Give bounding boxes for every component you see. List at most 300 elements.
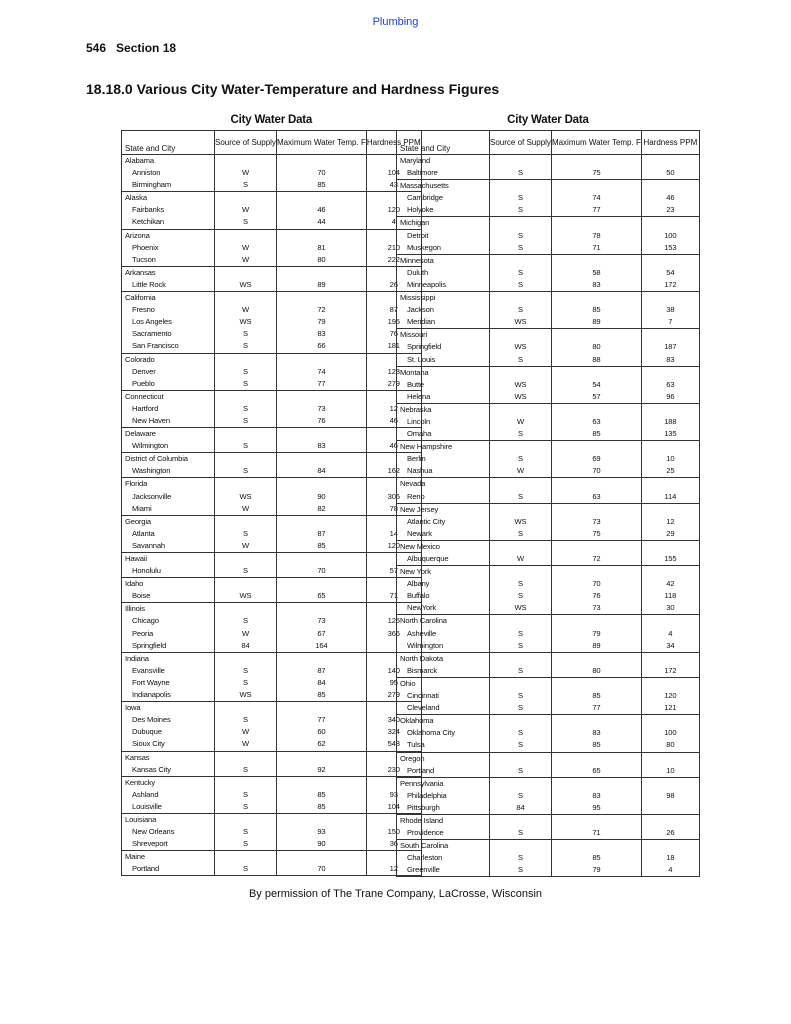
hardness-cell: 95	[366, 677, 421, 689]
city-name: Portland	[122, 863, 215, 876]
table-row	[397, 192, 700, 204]
hardness-cell: 57	[366, 565, 421, 578]
source-cell: S	[215, 665, 277, 677]
city-name: Hartford	[122, 403, 215, 415]
temp-cell: 83	[551, 790, 641, 802]
state-row	[122, 229, 422, 242]
table-row	[397, 827, 700, 840]
empty-cell	[276, 478, 366, 491]
temp-cell: 85	[551, 428, 641, 441]
empty-cell	[215, 515, 277, 528]
table-row	[122, 340, 422, 353]
city-name: Cleveland	[397, 702, 490, 715]
section-title: 18.18.0 Various City Water-Temperature and Hardness Figures	[86, 81, 500, 97]
empty-cell	[551, 217, 641, 230]
state-name: New Jersey	[397, 503, 490, 516]
source-cell: S	[490, 640, 552, 653]
temp-cell: 70	[276, 565, 366, 578]
hardness-cell: 30	[641, 602, 699, 615]
table-row	[397, 578, 700, 590]
source-cell: S	[215, 440, 277, 453]
temp-cell: 72	[551, 553, 641, 566]
temp-cell: 65	[551, 765, 641, 778]
hardness-cell: 83	[641, 354, 699, 367]
city-water-table-right	[396, 112, 700, 877]
header-temp: Maximum Water Temp. F	[276, 131, 366, 155]
source-cell: W	[215, 628, 277, 640]
city-name: Reno	[397, 491, 490, 504]
table-row	[397, 628, 700, 640]
temp-cell: 89	[551, 316, 641, 329]
empty-cell	[641, 615, 699, 628]
city-name: Muskegon	[397, 242, 490, 255]
empty-cell	[551, 478, 641, 491]
state-row	[122, 776, 422, 789]
table-row	[122, 216, 422, 229]
table-row	[122, 491, 422, 503]
hardness-cell: 279	[366, 378, 421, 391]
source-cell: W	[215, 204, 277, 216]
city-name: Minneapolis	[397, 279, 490, 292]
header-hardness: Hardness PPM	[366, 131, 421, 155]
source-cell: S	[215, 789, 277, 801]
hardness-cell: 50	[641, 167, 699, 180]
city-name: Fairbanks	[122, 204, 215, 216]
table-row	[397, 391, 700, 404]
source-cell: W	[215, 242, 277, 254]
header-link-plumbing[interactable]: Plumbing	[372, 16, 419, 28]
city-name: Pittsburgh	[397, 802, 490, 815]
temp-cell: 85	[551, 690, 641, 702]
state-row	[397, 615, 700, 628]
empty-cell	[641, 503, 699, 516]
hardness-cell: 324	[366, 726, 421, 738]
empty-cell	[490, 329, 552, 342]
temp-cell: 77	[551, 702, 641, 715]
empty-cell	[641, 540, 699, 553]
empty-cell	[641, 752, 699, 765]
temp-cell: 74	[551, 192, 641, 204]
temp-cell: 74	[276, 366, 366, 378]
hardness-cell: 181	[366, 340, 421, 353]
source-cell: S	[490, 864, 552, 877]
city-name: Tucson	[122, 254, 215, 267]
city-name: Helena	[397, 391, 490, 404]
source-cell: WS	[215, 491, 277, 503]
source-cell: S	[215, 415, 277, 428]
temp-cell: 85	[551, 739, 641, 752]
city-name: Little Rock	[122, 279, 215, 292]
empty-cell	[551, 403, 641, 416]
empty-cell	[551, 777, 641, 790]
empty-cell	[215, 702, 277, 715]
state-name: Rhode Island	[397, 814, 490, 827]
state-row	[397, 540, 700, 553]
source-cell: S	[490, 279, 552, 292]
table-row	[397, 516, 700, 528]
empty-cell	[276, 603, 366, 616]
table-row	[397, 242, 700, 255]
table-row	[122, 801, 422, 814]
temp-cell: 71	[551, 827, 641, 840]
empty-cell	[276, 428, 366, 441]
table-row	[397, 465, 700, 478]
city-name: Cincinnati	[397, 690, 490, 702]
empty-cell	[641, 441, 699, 454]
state-row	[397, 478, 700, 491]
empty-cell	[641, 840, 699, 853]
empty-cell	[551, 155, 641, 168]
temp-cell: 95	[551, 802, 641, 815]
temp-cell: 80	[276, 254, 366, 267]
state-row	[397, 180, 700, 193]
state-row	[122, 652, 422, 665]
empty-cell	[215, 229, 277, 242]
table-row	[397, 316, 700, 329]
source-cell: S	[215, 615, 277, 627]
source-cell: S	[490, 453, 552, 465]
source-cell: 84	[490, 802, 552, 815]
temp-cell: 76	[551, 590, 641, 602]
hardness-cell: 38	[641, 304, 699, 316]
state-name: Delaware	[122, 428, 215, 441]
table-row	[122, 714, 422, 726]
hardness-cell: 46	[366, 415, 421, 428]
empty-cell	[215, 851, 277, 864]
table-row	[397, 428, 700, 441]
table-row	[122, 465, 422, 478]
empty-cell	[215, 813, 277, 826]
temp-cell: 62	[276, 738, 366, 751]
hardness-cell: 80	[641, 739, 699, 752]
hardness-cell: 104	[366, 801, 421, 814]
temp-cell: 54	[551, 379, 641, 391]
water-data-table	[396, 130, 700, 877]
table-row	[397, 640, 700, 653]
state-name: District of Columbia	[122, 453, 215, 466]
table-row	[122, 403, 422, 415]
source-cell: W	[490, 465, 552, 478]
source-cell: S	[215, 801, 277, 814]
city-name: Cambridge	[397, 192, 490, 204]
city-name: Charleston	[397, 852, 490, 864]
hardness-cell: 42	[641, 578, 699, 590]
hardness-cell: 305	[366, 491, 421, 503]
state-name: New Hampshire	[397, 441, 490, 454]
table-row	[397, 230, 700, 242]
state-row	[122, 292, 422, 305]
hardness-cell: 4	[641, 628, 699, 640]
temp-cell: 80	[551, 665, 641, 678]
hardness-cell: 63	[641, 379, 699, 391]
temp-cell: 88	[551, 354, 641, 367]
source-cell: S	[490, 702, 552, 715]
source-cell: S	[215, 378, 277, 391]
city-name: Butte	[397, 379, 490, 391]
city-name: Atlantic City	[397, 516, 490, 528]
table-row	[397, 690, 700, 702]
state-name: Georgia	[122, 515, 215, 528]
temp-cell: 46	[276, 204, 366, 216]
temp-cell: 73	[276, 615, 366, 627]
hardness-cell: 71	[366, 590, 421, 603]
empty-cell	[490, 366, 552, 379]
temp-cell: 90	[276, 491, 366, 503]
city-name: Fort Wayne	[122, 677, 215, 689]
empty-cell	[490, 478, 552, 491]
city-name: San Francisco	[122, 340, 215, 353]
header-row	[397, 131, 700, 155]
temp-cell: 70	[551, 578, 641, 590]
state-name: Hawaii	[122, 553, 215, 566]
empty-cell	[276, 702, 366, 715]
table-row	[122, 789, 422, 801]
table-row	[397, 739, 700, 752]
empty-cell	[490, 441, 552, 454]
state-row	[122, 702, 422, 715]
empty-cell	[641, 777, 699, 790]
hardness-cell: 26	[641, 827, 699, 840]
empty-cell	[215, 578, 277, 591]
hardness-cell	[641, 802, 699, 815]
source-cell: S	[490, 491, 552, 504]
empty-cell	[215, 453, 277, 466]
city-name: Albany	[397, 578, 490, 590]
empty-cell	[641, 652, 699, 665]
empty-cell	[490, 777, 552, 790]
city-name: NewYork	[397, 602, 490, 615]
temp-cell: 73	[551, 602, 641, 615]
city-name: Chicago	[122, 615, 215, 627]
temp-cell: 79	[276, 316, 366, 328]
state-name: Florida	[122, 478, 215, 491]
city-name: Anniston	[122, 167, 215, 179]
table-row	[122, 167, 422, 179]
source-cell: S	[215, 863, 277, 876]
state-name: Illinois	[122, 603, 215, 616]
city-name: Los Angeles	[122, 316, 215, 328]
temp-cell: 77	[276, 714, 366, 726]
source-cell: S	[490, 628, 552, 640]
state-row	[397, 715, 700, 728]
city-name: Birmingham	[122, 179, 215, 192]
hardness-cell: 87	[366, 304, 421, 316]
city-name: Asheville	[397, 628, 490, 640]
empty-cell	[641, 292, 699, 305]
hardness-cell: 36	[366, 838, 421, 851]
temp-cell: 85	[276, 179, 366, 192]
source-cell: S	[490, 852, 552, 864]
city-name: Washington	[122, 465, 215, 478]
hardness-cell: 10	[641, 765, 699, 778]
empty-cell	[490, 217, 552, 230]
source-cell: S	[215, 714, 277, 726]
hardness-cell: 29	[641, 528, 699, 541]
city-name: New Haven	[122, 415, 215, 428]
city-name: St. Louis	[397, 354, 490, 367]
source-cell: S	[490, 590, 552, 602]
empty-cell	[551, 840, 641, 853]
source-cell: W	[215, 254, 277, 267]
state-row	[122, 192, 422, 205]
empty-cell	[490, 292, 552, 305]
source-cell: W	[215, 738, 277, 751]
hardness-cell: 340	[366, 714, 421, 726]
empty-cell	[490, 540, 552, 553]
source-cell: W	[490, 553, 552, 566]
state-name: Arizona	[122, 229, 215, 242]
hardness-cell: 210	[366, 242, 421, 254]
table-row	[397, 727, 700, 739]
empty-cell	[215, 553, 277, 566]
state-name: Alaska	[122, 192, 215, 205]
source-cell: S	[490, 354, 552, 367]
city-name: Fresno	[122, 304, 215, 316]
empty-cell	[276, 353, 366, 366]
temp-cell: 70	[276, 863, 366, 876]
source-cell: S	[215, 328, 277, 340]
temp-cell: 77	[276, 378, 366, 391]
source-cell: S	[215, 764, 277, 777]
temp-cell: 73	[551, 516, 641, 528]
state-row	[397, 403, 700, 416]
table-row	[122, 503, 422, 516]
hardness-cell: 10	[641, 453, 699, 465]
state-name: Minnesota	[397, 254, 490, 267]
state-row	[122, 578, 422, 591]
state-name: Alabama	[122, 155, 215, 168]
table-row	[122, 826, 422, 838]
state-name: South Carolina	[397, 840, 490, 853]
table-row	[122, 677, 422, 689]
source-cell: S	[215, 403, 277, 415]
empty-cell	[551, 254, 641, 267]
table-row	[122, 328, 422, 340]
hardness-cell: 23	[641, 204, 699, 217]
hardness-cell: 162	[366, 465, 421, 478]
city-name: Phoenix	[122, 242, 215, 254]
source-cell: WS	[490, 316, 552, 329]
temp-cell: 70	[276, 167, 366, 179]
source-cell: S	[215, 565, 277, 578]
hardness-cell: 14	[366, 528, 421, 540]
hardness-cell: 78	[366, 503, 421, 516]
hardness-cell: 4	[641, 864, 699, 877]
empty-cell	[276, 851, 366, 864]
empty-cell	[276, 553, 366, 566]
empty-cell	[490, 652, 552, 665]
temp-cell: 85	[276, 540, 366, 553]
state-row	[122, 515, 422, 528]
city-name: Jacksonville	[122, 491, 215, 503]
city-name: Providence	[397, 827, 490, 840]
empty-cell	[215, 751, 277, 764]
empty-cell	[276, 652, 366, 665]
table-row	[397, 279, 700, 292]
empty-cell	[276, 155, 366, 168]
city-name: Springfield	[397, 341, 490, 353]
city-name: Des Moines	[122, 714, 215, 726]
hardness-cell: 100	[641, 230, 699, 242]
hardness-cell: 43	[366, 179, 421, 192]
state-row	[397, 777, 700, 790]
empty-cell	[551, 566, 641, 579]
temp-cell: 75	[551, 528, 641, 541]
city-name: Louisville	[122, 801, 215, 814]
hardness-cell: 46	[366, 440, 421, 453]
state-name: Maryland	[397, 155, 490, 168]
temp-cell: 83	[276, 328, 366, 340]
hardness-cell: 123	[366, 366, 421, 378]
state-name: Louisiana	[122, 813, 215, 826]
source-cell: S	[215, 465, 277, 478]
state-name: Mississippi	[397, 292, 490, 305]
temp-cell: 83	[551, 727, 641, 739]
city-name: Boise	[122, 590, 215, 603]
source-cell: S	[490, 167, 552, 180]
state-name: Arkansas	[122, 266, 215, 279]
table-row	[122, 665, 422, 677]
source-cell: S	[215, 340, 277, 353]
table-row	[397, 416, 700, 428]
temp-cell: 93	[276, 826, 366, 838]
permission-footer: By permission of The Trane Company, LaCrosse, Wisconsin	[248, 888, 543, 900]
source-cell: WS	[215, 590, 277, 603]
empty-cell	[551, 715, 641, 728]
state-name: Montana	[397, 366, 490, 379]
city-name: Tulsa	[397, 739, 490, 752]
source-cell: WS	[490, 391, 552, 404]
temp-cell: 82	[276, 503, 366, 516]
source-cell: S	[490, 267, 552, 279]
state-row	[122, 478, 422, 491]
empty-cell	[551, 677, 641, 690]
state-name: Missouri	[397, 329, 490, 342]
header-source: Source of Supply	[215, 131, 277, 155]
source-cell: S	[490, 204, 552, 217]
empty-cell	[490, 677, 552, 690]
state-name: New Mexico	[397, 540, 490, 553]
table-row	[397, 765, 700, 778]
source-cell: S	[215, 216, 277, 229]
source-cell: W	[215, 503, 277, 516]
empty-cell	[276, 390, 366, 403]
temp-cell: 66	[276, 340, 366, 353]
state-row	[122, 353, 422, 366]
source-cell: S	[490, 765, 552, 778]
temp-cell: 63	[551, 491, 641, 504]
table-row	[122, 440, 422, 453]
hardness-cell: 125	[366, 615, 421, 627]
table-row	[122, 242, 422, 254]
table-row	[122, 378, 422, 391]
state-row	[397, 155, 700, 168]
table-row	[122, 254, 422, 267]
table-row	[122, 316, 422, 328]
source-cell: WS	[215, 316, 277, 328]
source-cell: WS	[490, 516, 552, 528]
hardness-cell: 114	[641, 491, 699, 504]
temp-cell: 76	[276, 415, 366, 428]
table-row	[122, 764, 422, 777]
table-row	[397, 553, 700, 566]
state-row	[122, 390, 422, 403]
state-row	[397, 366, 700, 379]
table-row	[122, 565, 422, 578]
temp-cell: 57	[551, 391, 641, 404]
hardness-cell: 153	[641, 242, 699, 255]
state-name: Oklahoma	[397, 715, 490, 728]
